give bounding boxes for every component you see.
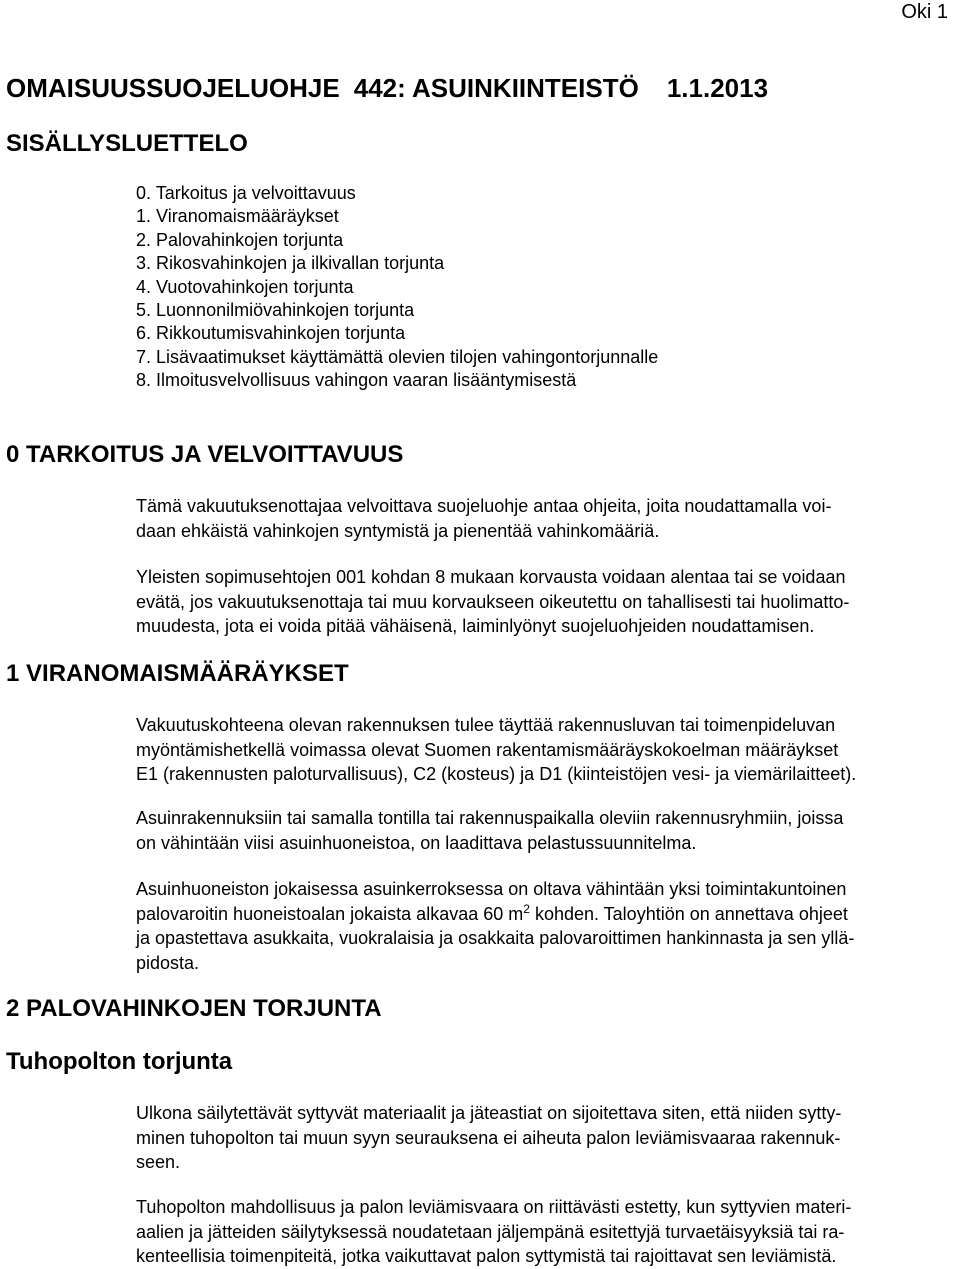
toc-item: 7. Lisävaatimukset käyttämättä olevien tilojen vahingontorjunnalle [136,346,659,367]
text-line: muudesta, jota ei voida pitää vähäisenä, laiminlyönyt suojeluohjeiden noudattamisen. [136,616,815,636]
section-0-heading: 0 TARKOITUS JA VELVOITTAVUUS [6,441,404,468]
toc-item: 0. Tarkoitus ja velvoittavuus [136,183,356,203]
superscript: 2 [523,901,530,916]
text-line: Vakuutuskohteena olevan rakennuksen tulee täyttää rakennusluvan tai toimenpideluvan [136,715,836,735]
text-line: Tuhopolton mahdollisuus ja palon leviämisvaara on riittävästi estetty, kun syttyvien materi- [136,1197,852,1217]
text-line: Tämä vakuutuksenottajaa velvoittava suojeluohje antaa ohjeita, joita noudattamalla voi- [136,496,832,516]
toc-item: 8. Ilmoitusvelvollisuus vahingon vaaran lisääntymisestä [136,370,577,391]
toc-item: 3. Rikosvahinkojen ja ilkivallan torjunta [136,253,445,274]
text-line: Asuinrakennuksiin tai samalla tontilla tai rakennuspaikalla oleviin rakennusryhmiin, joissa [136,808,844,828]
text-line: aalien ja jätteiden säilytyksessä noudatetaan jäljempänä esitettyjä turvaetäisyyksiä tai ra- [136,1221,845,1242]
text-fragment: palovaroitin huoneistoalan jokaista alkavaa 60 m [136,903,524,924]
text-line: daan ehkäistä vahinkojen syntymistä ja pienentää vahinkomääriä. [136,520,660,541]
text-line: ja opastettava asukkaita, vuokralaisia ja osakkaita palovaroittimen hankinnasta ja sen yllä- [136,928,855,948]
document-title [6,72,768,104]
title-main: OMAISUUSSUOJELUOHJE [6,73,340,103]
toc-item: 2. Palovahinkojen torjunta [136,229,344,250]
text-line: Ulkona säilytettävät syttyvät materiaalit ja jäteastiat on sijoitettava siten, että niiden sytty- [136,1103,842,1123]
text-line: minen tuhopolton tai muun syyn seurauksena ei aiheuta palon leviämisvaaraa rakennuk- [136,1127,841,1148]
section-0-paragraph-1 [136,494,954,543]
text-line: Asuinhuoneiston jokaisessa asuinkerroksessa on oltava vähintään yksi toimintakuntoinen [136,879,847,899]
section-1-paragraph-2 [136,806,954,855]
toc-item: 1. Viranomaismääräykset [136,206,339,227]
toc-heading: SISÄLLYSLUETTELO [6,130,248,157]
table-of-contents [136,182,658,393]
section-2-subheading: Tuhopolton torjunta [6,1048,233,1075]
toc-item: 4. Vuotovahinkojen torjunta [136,276,354,297]
section-1-paragraph-1 [136,713,954,787]
section-2-paragraph-1 [136,1101,954,1175]
text-line: seen. [136,1152,181,1172]
text-line: on vähintään viisi asuinhuoneistoa, on laadittava pelastussuunnitelma. [136,832,697,853]
section-1-heading: 1 VIRANOMAISMÄÄRÄYKSET [6,660,349,687]
section-1-paragraph-3 [136,877,954,975]
text-line: kenteellisia toimenpiteitä, jotka vaikuttavat palon syttymistä tai rajoittavat sen leviämistä. [136,1246,837,1266]
text-line: evätä, jos vakuutuksenottaja tai muu korvaukseen oikeutettu on tahallisesti tai huolimatto- [136,591,850,612]
section-2-heading: 2 PALOVAHINKOJEN TORJUNTA [6,995,382,1022]
text-line: E1 (rakennusten paloturvallisuus), C2 (kosteus) ja D1 (kiinteistöjen vesi- ja viemärilaitteet). [136,764,857,784]
text-line: pidosta. [136,952,200,973]
text-line [136,902,954,927]
title-date: 1.1.2013 [666,73,769,103]
text-line: Yleisten sopimusehtojen 001 kohdan 8 mukaan korvausta voidaan alentaa tai se voidaan [136,567,846,587]
page-label: Oki 1 [901,1,948,23]
toc-item: 5. Luonnonilmiövahinkojen torjunta [136,300,415,321]
text-fragment: kohden. Taloyhtiön on annettava ohjeet [529,903,848,924]
toc-item: 6. Rikkoutumisvahinkojen torjunta [136,323,406,344]
title-number: 442: ASUINKIINTEISTÖ [353,73,639,103]
section-2-paragraph-2 [136,1195,954,1269]
section-0-paragraph-2 [136,565,954,639]
text-line: myöntämishetkellä voimassa olevat Suomen rakentamismääräyskokoelman määräykset [136,739,839,760]
